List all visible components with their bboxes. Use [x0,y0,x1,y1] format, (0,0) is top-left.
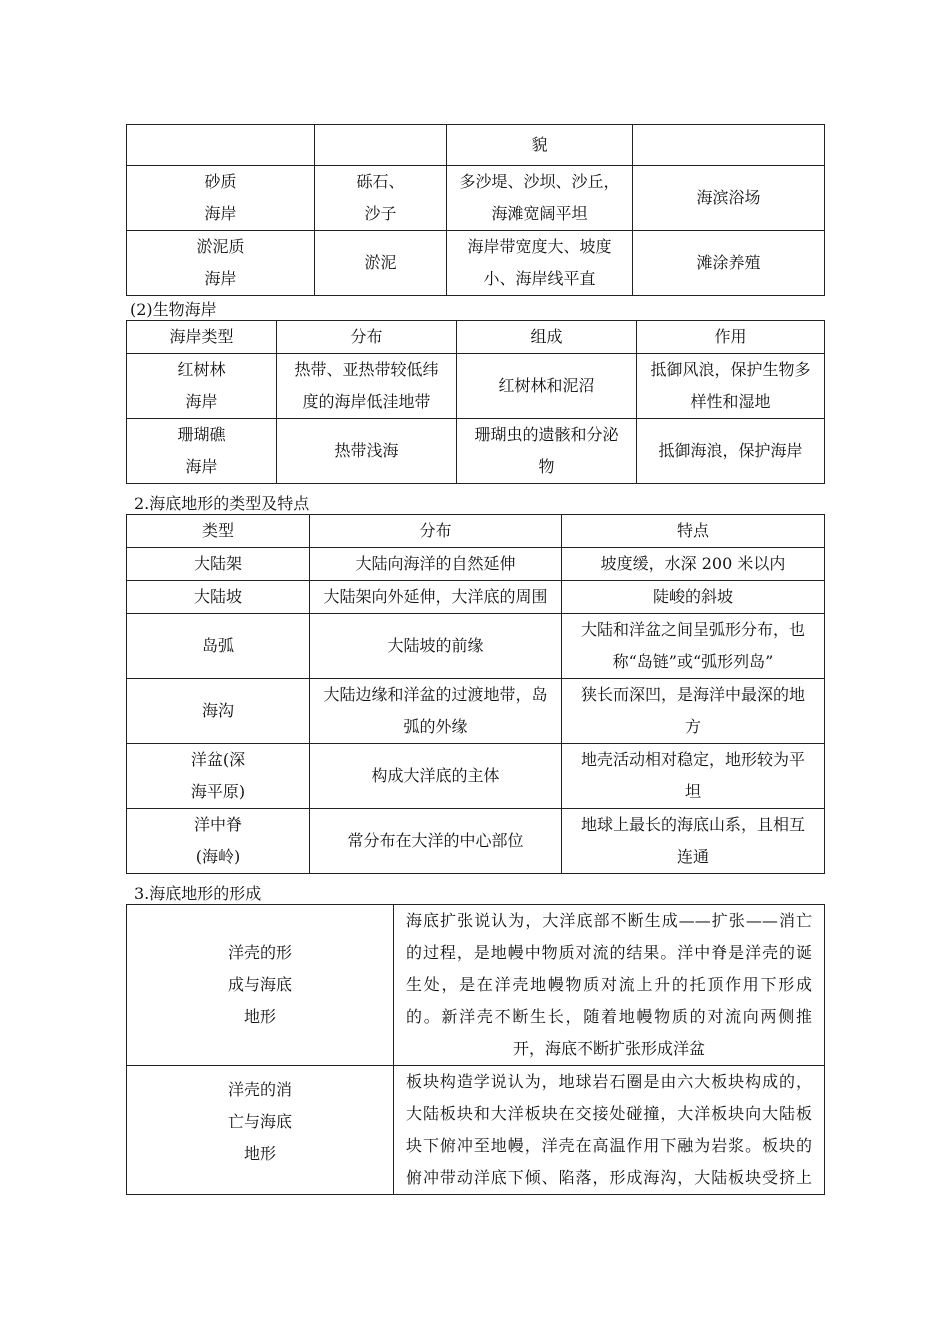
column-header: 分布 [277,321,457,354]
column-header: 海岸类型 [127,321,277,354]
section-title-biological-coast: (2)生物海岸 [130,300,217,319]
column-header: 类型 [127,515,310,548]
distribution-cell: 常分布在大洋的中心部位 [310,809,562,874]
feature-cell: 大陆和洋盆之间呈弧形分布，也 称“岛链”或“弧形列岛” [562,614,825,679]
table-row [127,581,825,614]
table-cell [315,125,447,166]
biological-coast-table [126,320,825,484]
landform-type-cell: 洋盆(深 海平原) [127,744,310,809]
seafloor-formation-table [126,904,825,1195]
coast-table-continued [126,124,825,296]
formation-text-cell: 海底扩张说认为，大洋底部不断生成——扩张——消亡 的过程，是地幔中物质对流的结果。洋中脊是洋壳的诞 生处，是在洋壳地幔物质对流上升的托顶作用下形成 的。新洋壳不断生长，随着地幔物质的对流向两侧推 开，海底不断扩张形成洋盆 [394,905,825,1066]
use-cell: 滩涂养殖 [633,231,825,296]
coast-type-cell: 红树林 海岸 [127,354,277,419]
column-header: 分布 [310,515,562,548]
distribution-cell: 大陆坡的前缘 [310,614,562,679]
section-title-seafloor-types: 2.海底地形的类型及特点 [134,494,310,513]
table-row [127,744,825,809]
landform-type-cell: 岛弧 [127,614,310,679]
table-cell: 貌 [447,125,633,166]
composition-cell: 红树林和泥沼 [457,354,637,419]
table-row [127,419,825,484]
distribution-cell: 大陆架向外延伸，大洋底的周围 [310,581,562,614]
feature-cell: 陡峻的斜坡 [562,581,825,614]
table-cell [633,125,825,166]
coast-type-cell: 淤泥质 海岸 [127,231,315,296]
column-header: 组成 [457,321,637,354]
table-row [127,809,825,874]
coast-type-cell: 珊瑚礁 海岸 [127,419,277,484]
use-cell: 海滨浴场 [633,166,825,231]
column-header: 特点 [562,515,825,548]
section-title-seafloor-formation: 3.海底地形的形成 [134,884,262,903]
table-row [127,125,825,166]
distribution-cell: 大陆向海洋的自然延伸 [310,548,562,581]
formation-label-cell: 洋壳的消 亡与海底 地形 [127,1066,394,1195]
table-row [127,231,825,296]
role-cell: 抵御风浪，保护生物多 样性和湿地 [637,354,825,419]
landform-type-cell: 大陆架 [127,548,310,581]
landform-type-cell: 大陆坡 [127,581,310,614]
feature-cell: 地壳活动相对稳定，地形较为平 坦 [562,744,825,809]
composition-cell: 珊瑚虫的遗骸和分泌 物 [457,419,637,484]
role-cell: 抵御海浪，保护海岸 [637,419,825,484]
seafloor-landform-table [126,514,825,874]
material-cell: 砾石、 沙子 [315,166,447,231]
table-row [127,679,825,744]
formation-text-cell: 板块构造学说认为，地球岩石圈是由六大板块构成的， 大陆板块和大洋板块在交接处碰撞，大洋板块向大陆板 块下俯冲至地幔，洋壳在高温作用下融为岩浆。板块的 俯冲带动洋底下倾、陷落，形成海沟，大陆板块受挤上 [394,1066,825,1195]
feature-cell: 狭长而深凹，是海洋中最深的地 方 [562,679,825,744]
table-row [127,1066,825,1195]
column-header: 作用 [637,321,825,354]
distribution-cell: 构成大洋底的主体 [310,744,562,809]
landform-type-cell: 海沟 [127,679,310,744]
landform-type-cell: 洋中脊 (海岭) [127,809,310,874]
table-cell [127,125,315,166]
table-row [127,614,825,679]
table-row [127,548,825,581]
table-header-row [127,321,825,354]
formation-label-cell: 洋壳的形 成与海底 地形 [127,905,394,1066]
feature-cell: 海岸带宽度大、坡度 小、海岸线平直 [447,231,633,296]
feature-cell: 多沙堤、沙坝、沙丘， 海滩宽阔平坦 [447,166,633,231]
feature-cell: 地球上最长的海底山系，且相互 连通 [562,809,825,874]
table-row [127,166,825,231]
distribution-cell: 大陆边缘和洋盆的过渡地带，岛 弧的外缘 [310,679,562,744]
coast-type-cell: 砂质 海岸 [127,166,315,231]
table-row [127,354,825,419]
distribution-cell: 热带浅海 [277,419,457,484]
distribution-cell: 热带、亚热带较低纬 度的海岸低洼地带 [277,354,457,419]
feature-cell: 坡度缓，水深 200 米以内 [562,548,825,581]
table-row [127,905,825,1066]
material-cell: 淤泥 [315,231,447,296]
table-header-row [127,515,825,548]
